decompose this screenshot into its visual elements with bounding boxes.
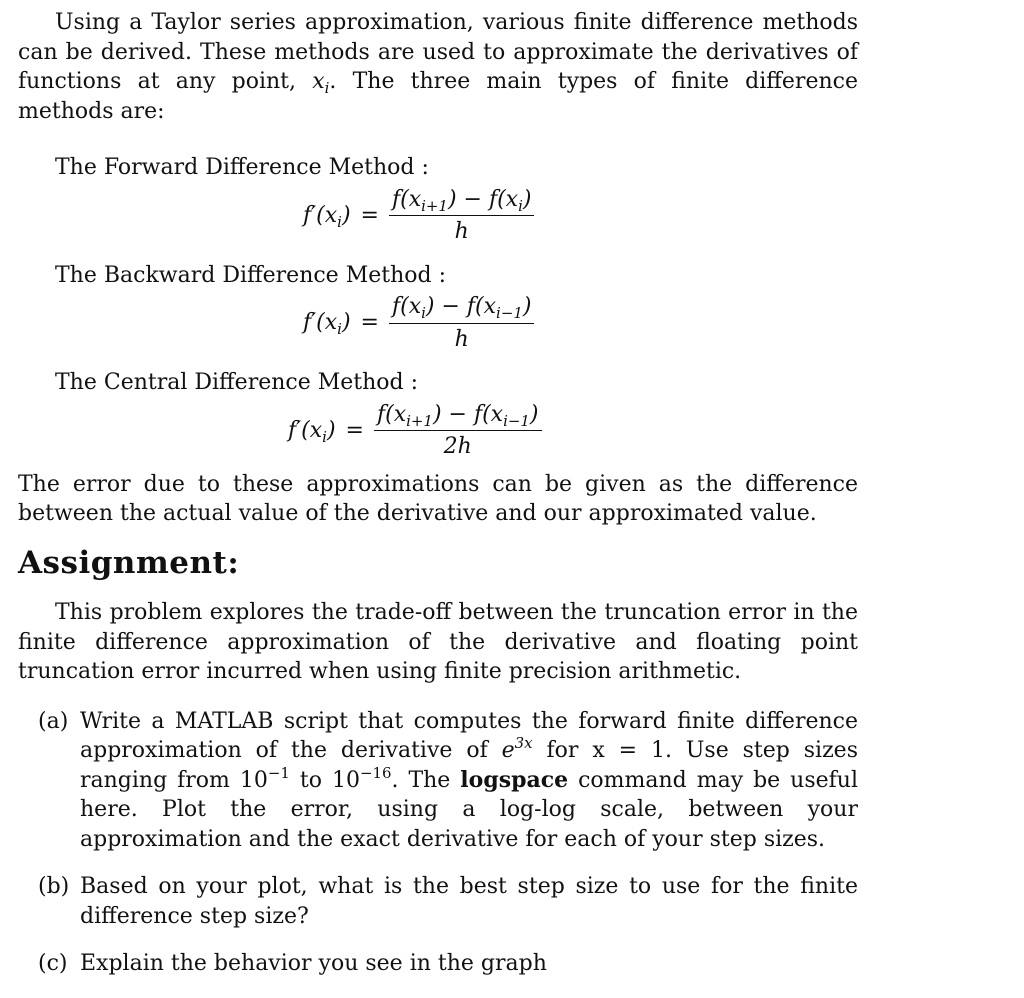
central-method-label: The Central Difference Method : xyxy=(55,370,419,395)
backward-num-c: ) xyxy=(522,294,532,319)
xi-var-subscript: i xyxy=(324,79,330,98)
central-fraction xyxy=(374,400,542,462)
xi-var-letter: x xyxy=(312,69,325,94)
question-b-label: (b) xyxy=(38,874,70,899)
question-b xyxy=(18,872,858,931)
question-c-text: Explain the behavior you see in the graph xyxy=(80,951,547,976)
forward-num-a-sub: i+1 xyxy=(421,196,448,215)
backward-equals: = xyxy=(360,310,379,336)
central-num-a-sub: i+1 xyxy=(406,411,433,430)
forward-num-b-sub: i xyxy=(518,196,523,215)
central-formula xyxy=(18,398,858,464)
exp-base: e xyxy=(501,738,515,763)
forward-fraction xyxy=(389,185,535,247)
forward-num-b: ) − f(x xyxy=(447,186,519,212)
qa-text-1: Write a MATLAB script that computes the forward finite difference approximation of the derivative of xyxy=(80,708,858,763)
qa-text-3: to 10 xyxy=(289,767,360,793)
central-num-b: ) − f(x xyxy=(432,401,504,427)
step-exp-end: −16 xyxy=(359,763,392,782)
backward-num-b-sub: i−1 xyxy=(496,304,523,323)
forward-lhs-sub: i xyxy=(337,212,342,231)
qa-text-4: . The xyxy=(391,767,461,793)
qa-text-2: for x = 1. Use step sizes ranging from 10 xyxy=(80,738,858,793)
central-lhs-text: f′(x xyxy=(288,417,323,443)
question-b-text: Based on your plot, what is the best step size to use for the finite difference step size? xyxy=(80,874,858,929)
intro-text-end: . The three main types of finite difference methods are: xyxy=(18,69,858,124)
assignment-intro: This problem explores the trade-off between the truncation error in the finite difference approximation of the derivative and floating point truncation error incurred when using finite precision arithmetic. xyxy=(18,600,858,684)
backward-method-label: The Backward Difference Method : xyxy=(55,262,446,288)
central-numerator xyxy=(374,400,542,432)
forward-method-label: The Forward Difference Method : xyxy=(55,155,429,180)
assignment-heading: Assignment: xyxy=(18,544,240,581)
central-num-c: ) xyxy=(529,401,539,427)
backward-numerator xyxy=(389,292,535,324)
step-exp-start: −1 xyxy=(267,763,290,782)
question-a-label: (a) xyxy=(38,708,69,734)
xi-variable xyxy=(312,69,330,98)
backward-num-a-sub: i xyxy=(421,304,426,323)
forward-denominator: h xyxy=(454,219,469,244)
forward-lhs-text: f′(x xyxy=(303,202,338,228)
backward-lhs xyxy=(303,308,351,338)
forward-num-a: f(x xyxy=(391,186,422,212)
central-denominator: 2h xyxy=(443,434,472,459)
question-c xyxy=(18,949,858,979)
central-lhs-sub: i xyxy=(322,427,327,446)
central-lhs-close: ) xyxy=(326,417,336,443)
central-num-b-sub: i−1 xyxy=(503,411,530,430)
intro-text-start: Using a Taylor series approximation, various finite difference methods can be derived. These methods are used to approximate the derivatives of functions at any point, xyxy=(18,10,858,94)
backward-lhs-text: f′(x xyxy=(303,310,338,336)
backward-fraction xyxy=(389,292,535,354)
backward-denominator: h xyxy=(454,326,469,352)
error-paragraph: The error due to these approximations can be given as the difference between the actual value of the derivative and our approximated value. xyxy=(18,471,858,526)
document-page xyxy=(18,8,858,979)
exp-function xyxy=(501,734,533,763)
question-a-text xyxy=(80,707,858,855)
backward-lhs-sub: i xyxy=(337,320,342,339)
backward-num-b: ) − f(x xyxy=(425,294,497,319)
central-equals: = xyxy=(345,417,364,443)
backward-lhs-close: ) xyxy=(341,310,351,336)
intro-paragraph xyxy=(18,8,858,126)
forward-lhs xyxy=(303,201,351,231)
exp-power: 3x xyxy=(514,734,533,753)
backward-formula xyxy=(18,290,858,356)
backward-num-a: f(x xyxy=(391,294,422,319)
qa-text-5: command may be useful here. Plot the error, using a log-log scale, between your approximation and the exact derivative for each of your step sizes. xyxy=(80,767,858,852)
forward-lhs-close: ) xyxy=(341,202,351,228)
logspace-command: logspace xyxy=(460,766,569,793)
forward-formula xyxy=(18,183,858,249)
central-num-a: f(x xyxy=(376,401,407,427)
forward-numerator xyxy=(389,185,535,217)
question-a xyxy=(18,707,858,855)
question-c-label: (c) xyxy=(38,951,68,976)
forward-num-c: ) xyxy=(522,186,532,212)
forward-equals: = xyxy=(360,202,379,228)
central-lhs xyxy=(288,416,336,446)
